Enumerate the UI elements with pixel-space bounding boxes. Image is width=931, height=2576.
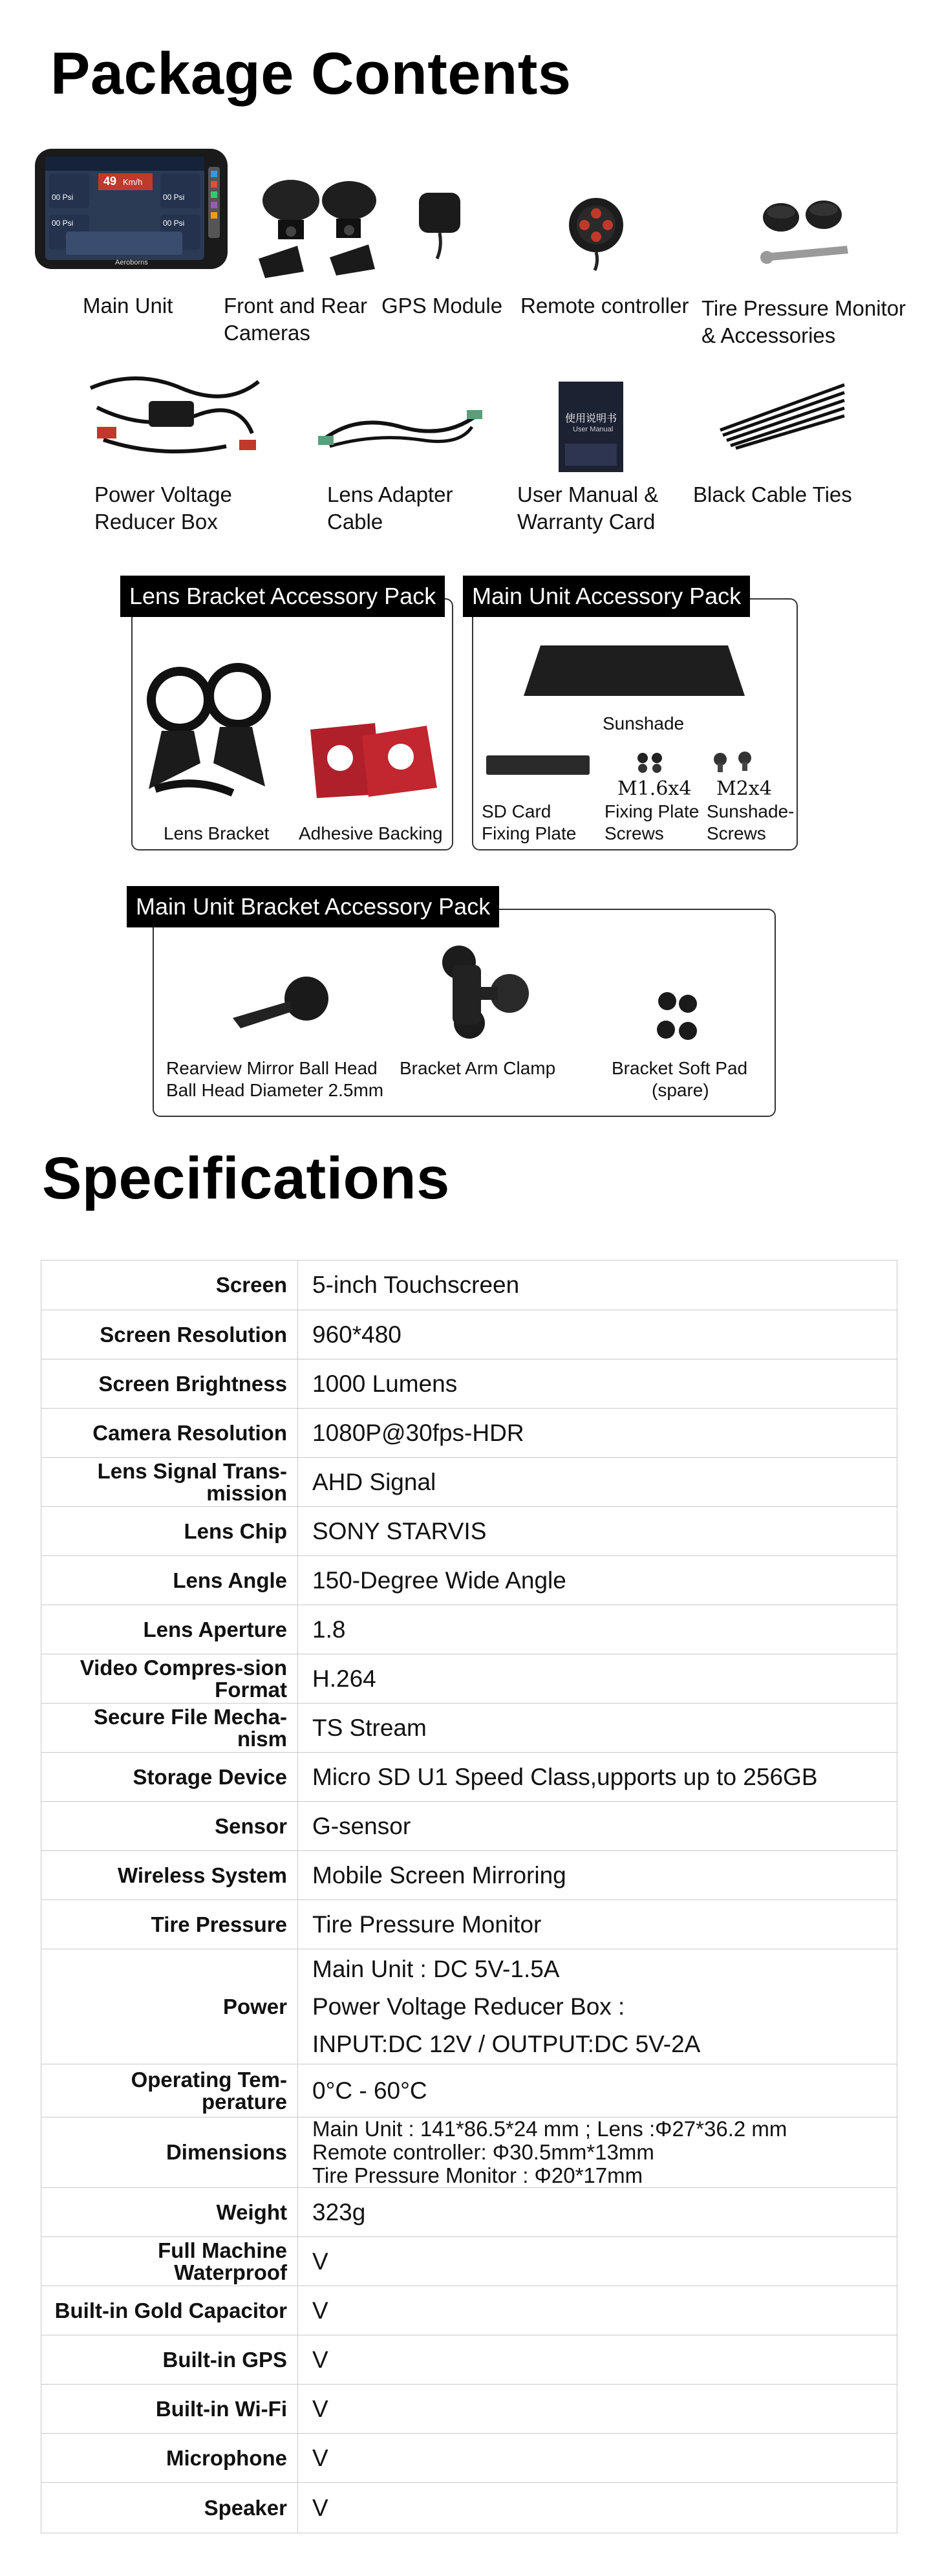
label-lens-bracket: Lens Bracket	[164, 823, 270, 843]
spec-value: V	[298, 2385, 897, 2434]
spec-key: Camera Resolution	[41, 1409, 298, 1458]
spec-row	[41, 2335, 897, 2385]
spec-row	[41, 1949, 897, 2064]
spec-key: Screen Resolution	[41, 1310, 298, 1359]
spec-value: H.264	[298, 1654, 897, 1704]
manual-cover-subtitle: User Manual	[573, 426, 614, 433]
tire-pressure-image	[756, 191, 853, 269]
label-cameras: Front and Rear Cameras	[224, 294, 367, 345]
package-contents-title: Package Contents	[50, 41, 572, 107]
spec-row	[41, 1802, 897, 1851]
spec-row	[41, 1310, 897, 1359]
spec-value: SONY STARVIS	[298, 1507, 897, 1556]
label-user-manual: User Manual & Warranty Card	[517, 482, 659, 534]
spec-value: V	[298, 2286, 897, 2335]
user-manual-image	[559, 382, 623, 472]
spec-row	[41, 2117, 897, 2188]
specifications-title: Specifications	[42, 1145, 450, 1211]
spec-row	[41, 1359, 897, 1409]
spec-key: Wireless System	[41, 1851, 298, 1900]
spec-value: V	[298, 2483, 897, 2533]
spec-row	[41, 1704, 897, 1753]
spec-value: 1080P@30fps-HDR	[298, 1409, 897, 1458]
label-lens-cable: Lens Adapter Cable	[327, 482, 453, 534]
spec-row	[41, 1900, 897, 1949]
sunshade-image	[521, 642, 747, 700]
m16-screws-image	[635, 752, 667, 774]
remote-controller-image	[564, 194, 628, 272]
spec-key: Tire Pressure	[41, 1900, 298, 1949]
spec-value: 0°C - 60°C	[298, 2064, 897, 2117]
power-reducer-image	[84, 362, 265, 466]
screen-tire-fl: 00 Psi	[52, 193, 74, 202]
sd-plate-image	[486, 755, 590, 775]
spec-key: Weight	[41, 2188, 298, 2237]
spec-value: V	[298, 2434, 897, 2483]
label-power-reducer: Power Voltage Reducer Box	[94, 482, 232, 534]
cable-ties-image	[718, 378, 847, 449]
spec-row	[41, 2064, 897, 2117]
spec-value: 960*480	[298, 1310, 897, 1359]
spec-key: Built-in GPS	[41, 2335, 298, 2385]
label-arm-clamp: Bracket Arm Clamp	[400, 1058, 556, 1078]
main-unit-image	[34, 147, 229, 270]
spec-value: G-sensor	[298, 1802, 897, 1851]
spec-row	[41, 2483, 897, 2533]
spec-value: 1000 Lumens	[298, 1359, 897, 1409]
spec-value: V	[298, 2335, 897, 2385]
screen-tire-rr: 00 Psi	[163, 219, 185, 228]
spec-value: V	[298, 2237, 897, 2286]
gps-module-image	[414, 189, 466, 260]
spec-key: Lens Signal Trans-mission	[41, 1458, 298, 1507]
spec-value: 150-Degree Wide Angle	[298, 1556, 897, 1605]
arm-clamp-image	[433, 939, 537, 1043]
spec-row	[41, 2286, 897, 2335]
spec-value: Main Unit : 141*86.5*24 mm ; Lens :Φ27*36.2 mm Remote controller: Φ30.5mm*13mm Tire Pressure Monitor : Φ20*17mm	[298, 2117, 897, 2188]
spec-row	[41, 1556, 897, 1605]
spec-row	[41, 1605, 897, 1654]
spec-key: Secure File Mecha-nism	[41, 1704, 298, 1753]
spec-key: Power	[41, 1949, 298, 2064]
screen-speed-unit: Km/h	[123, 177, 143, 187]
spec-key: Full Machine Waterproof	[41, 2237, 298, 2286]
spec-key: Operating Tem-perature	[41, 2064, 298, 2117]
spec-key: Lens Angle	[41, 1556, 298, 1605]
lens-cable-image	[317, 401, 485, 459]
spec-key: Video Compres-sion Format	[41, 1654, 298, 1704]
adhesive-backing-image	[304, 717, 446, 801]
soft-pad-image	[654, 990, 700, 1044]
m2-screws-image	[711, 750, 756, 774]
spec-row	[41, 2188, 897, 2237]
spec-key: Storage Device	[41, 1753, 298, 1802]
spec-value: Micro SD U1 Speed Class,upports up to 256GB	[298, 1753, 897, 1802]
spec-row	[41, 1507, 897, 1556]
screen-tire-rl: 00 Psi	[52, 219, 74, 228]
device-brand: Aeroborns	[115, 259, 148, 266]
spec-table	[41, 1260, 897, 2533]
spec-key: Speaker	[41, 2483, 298, 2533]
spec-key: Lens Aperture	[41, 1605, 298, 1654]
label-m16-code: M1.6x4	[617, 777, 692, 800]
label-ball-head-2: Ball Head Diameter 2.5mm	[166, 1080, 384, 1100]
label-m16-screws: Fixing Plate Screws	[605, 801, 700, 843]
spec-value: 323g	[298, 2188, 897, 2237]
spec-key: Screen	[41, 1261, 298, 1310]
spec-key: Built-in Wi-Fi	[41, 2385, 298, 2434]
screen-speed: 49	[103, 175, 117, 188]
label-cable-ties: Black Cable Ties	[693, 482, 852, 506]
spec-row	[41, 2237, 897, 2286]
spec-value: AHD Signal	[298, 1458, 897, 1507]
label-main-unit: Main Unit	[83, 294, 173, 318]
spec-value: 1.8	[298, 1605, 897, 1654]
label-soft-pad-1: Bracket Soft Pad	[612, 1058, 748, 1078]
label-m2-code: M2x4	[716, 777, 772, 800]
cameras-image	[252, 168, 381, 285]
bracket-pack-title: Main Unit Bracket Accessory Pack	[127, 886, 499, 927]
manual-cover-title: 使用说明书	[565, 413, 617, 424]
lens-bracket-image	[142, 660, 272, 802]
spec-value: Main Unit : DC 5V-1.5A Power Voltage Reducer Box : INPUT:DC 12V / OUTPUT:DC 5V-2A	[298, 1949, 897, 2064]
spec-row	[41, 1409, 897, 1458]
label-gps: GPS Module	[381, 294, 503, 318]
screen-tire-fr: 00 Psi	[163, 193, 185, 202]
spec-value: TS Stream	[298, 1704, 897, 1753]
spec-key: Screen Brightness	[41, 1359, 298, 1409]
spec-value: Mobile Screen Mirroring	[298, 1851, 897, 1900]
spec-row	[41, 2385, 897, 2434]
spec-row	[41, 2434, 897, 2483]
spec-row	[41, 1851, 897, 1900]
label-m2-screws: Sunshade-Screws	[707, 801, 795, 843]
label-ball-head-1: Rearview Mirror Ball Head	[166, 1058, 378, 1078]
spec-key: Microphone	[41, 2434, 298, 2483]
spec-row	[41, 1458, 897, 1507]
label-soft-pad-2: (spare)	[652, 1080, 709, 1100]
label-sunshade: Sunshade	[603, 713, 685, 733]
spec-value: Tire Pressure Monitor	[298, 1900, 897, 1949]
spec-key: Built-in Gold Capacitor	[41, 2286, 298, 2335]
main-pack-title: Main Unit Accessory Pack	[463, 576, 750, 617]
spec-key: Dimensions	[41, 2117, 298, 2188]
label-remote: Remote controller	[520, 294, 689, 318]
spec-row	[41, 1261, 897, 1310]
spec-key: Sensor	[41, 1802, 298, 1851]
spec-row	[41, 1753, 897, 1802]
spec-value: 5-inch Touchscreen	[298, 1261, 897, 1310]
label-tire-pressure: Tire Pressure Monitor & Accessories	[701, 296, 906, 347]
label-sd-plate: SD Card Fixing Plate	[482, 801, 577, 843]
ball-head-image	[230, 973, 334, 1031]
spec-row	[41, 1654, 897, 1704]
lens-pack-title: Lens Bracket Accessory Pack	[120, 576, 445, 617]
spec-key: Lens Chip	[41, 1507, 298, 1556]
label-adhesive-backing: Adhesive Backing	[299, 823, 443, 843]
